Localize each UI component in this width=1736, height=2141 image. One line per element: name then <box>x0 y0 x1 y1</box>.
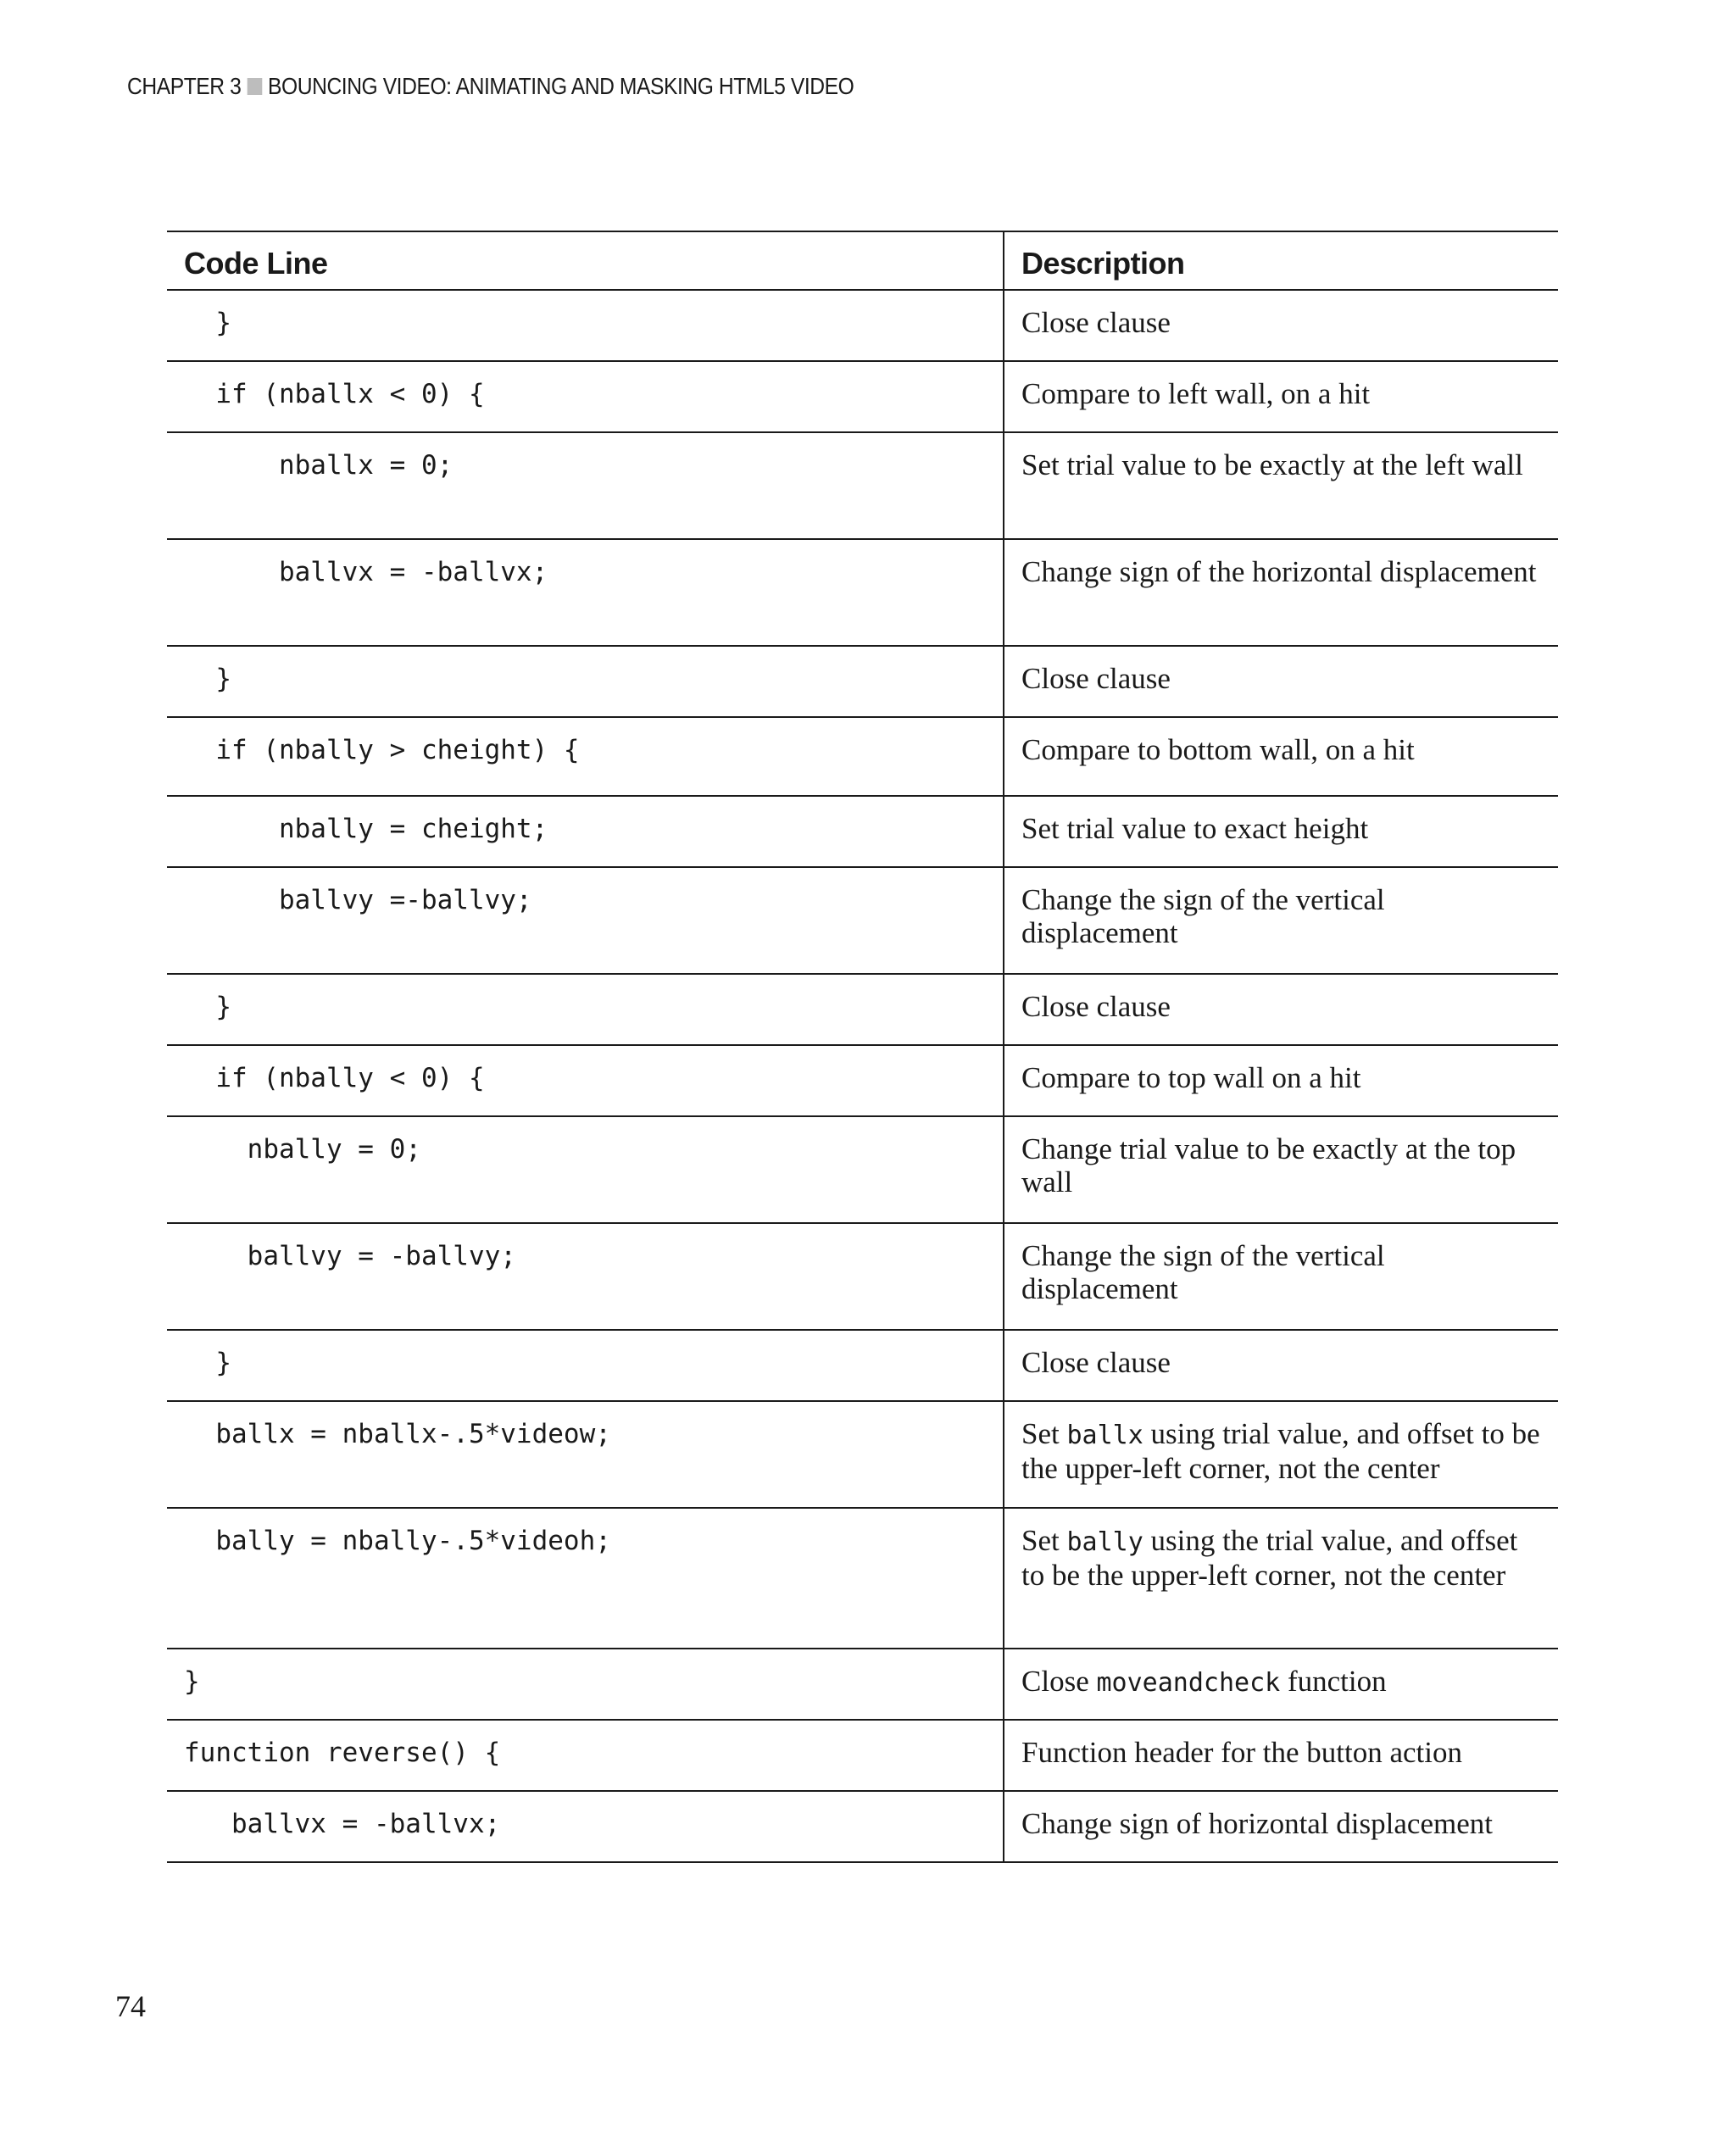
description-cell: Compare to top wall on a hit <box>1004 1045 1558 1116</box>
code-cell: ballvx = -ballvx; <box>167 1791 1004 1862</box>
code-cell: bally = nbally-.5*videoh; <box>167 1508 1004 1649</box>
description-text: using the trial value, and offset to be the upper-left corner, not the center <box>1021 1524 1518 1592</box>
running-head <box>127 73 854 100</box>
table-row <box>167 1116 1558 1223</box>
code-cell: nballx = 0; <box>167 432 1004 539</box>
description-cell: Close clause <box>1004 646 1558 717</box>
code-cell: function reverse() { <box>167 1720 1004 1791</box>
table-row <box>167 796 1558 867</box>
column-header-code-line: Code Line <box>167 231 1004 290</box>
code-cell: } <box>167 290 1004 361</box>
description-cell: Function header for the button action <box>1004 1720 1558 1791</box>
description-cell: Change sign of the horizontal displacement <box>1004 539 1558 646</box>
code-cell: if (nballx < 0) { <box>167 361 1004 432</box>
code-cell: } <box>167 646 1004 717</box>
description-cell: Change the sign of the vertical displacement <box>1004 867 1558 974</box>
table-row <box>167 1791 1558 1862</box>
inline-code: bally <box>1066 1527 1143 1557</box>
table-row <box>167 1720 1558 1791</box>
code-cell: } <box>167 1330 1004 1401</box>
description-text: Close <box>1021 1665 1097 1698</box>
code-cell: nbally = 0; <box>167 1116 1004 1223</box>
description-text: Set <box>1021 1417 1067 1450</box>
description-text: using trial value, and offset to be the upper-left corner, not the center <box>1021 1417 1540 1485</box>
description-cell: Close clause <box>1004 290 1558 361</box>
chapter-title: BOUNCING VIDEO: ANIMATING AND MASKING HTML5 VIDEO <box>268 73 854 99</box>
code-cell: if (nbally < 0) { <box>167 1045 1004 1116</box>
description-cell: Compare to bottom wall, on a hit <box>1004 717 1558 796</box>
chapter-label: CHAPTER 3 <box>127 73 242 99</box>
description-cell: Close clause <box>1004 974 1558 1045</box>
table-header-row <box>167 231 1558 290</box>
inline-code: moveandcheck <box>1096 1668 1281 1698</box>
table-row <box>167 646 1558 717</box>
table-row <box>167 1330 1558 1401</box>
table-row <box>167 1401 1558 1508</box>
description-cell: Compare to left wall, on a hit <box>1004 361 1558 432</box>
table-row <box>167 1045 1558 1116</box>
code-cell: if (nbally > cheight) { <box>167 717 1004 796</box>
inline-code: ballx <box>1066 1421 1143 1450</box>
description-text: Set <box>1021 1524 1067 1557</box>
table-row <box>167 1649 1558 1720</box>
description-cell <box>1004 1649 1558 1720</box>
table-row <box>167 539 1558 646</box>
description-cell <box>1004 1401 1558 1508</box>
page-number: 74 <box>115 1989 146 2023</box>
table-row <box>167 1508 1558 1649</box>
code-cell: } <box>167 1649 1004 1720</box>
code-cell: } <box>167 974 1004 1045</box>
code-description-table <box>167 231 1558 1863</box>
code-cell: ballvx = -ballvx; <box>167 539 1004 646</box>
code-cell: ballvy = -ballvy; <box>167 1223 1004 1330</box>
separator-square-icon <box>247 78 262 95</box>
table-row <box>167 290 1558 361</box>
code-cell: nbally = cheight; <box>167 796 1004 867</box>
table-row <box>167 432 1558 539</box>
description-cell: Close clause <box>1004 1330 1558 1401</box>
table-row <box>167 1223 1558 1330</box>
description-cell <box>1004 1508 1558 1649</box>
table-row <box>167 717 1558 796</box>
table-row <box>167 974 1558 1045</box>
code-cell: ballx = nballx-.5*videow; <box>167 1401 1004 1508</box>
description-cell: Change the sign of the vertical displacement <box>1004 1223 1558 1330</box>
column-header-description: Description <box>1004 231 1558 290</box>
description-cell: Set trial value to be exactly at the left wall <box>1004 432 1558 539</box>
description-cell: Set trial value to exact height <box>1004 796 1558 867</box>
code-cell: ballvy =-ballvy; <box>167 867 1004 974</box>
description-cell: Change trial value to be exactly at the top wall <box>1004 1116 1558 1223</box>
table-row <box>167 867 1558 974</box>
description-text: function <box>1280 1665 1387 1698</box>
table-row <box>167 361 1558 432</box>
description-cell: Change sign of horizontal displacement <box>1004 1791 1558 1862</box>
